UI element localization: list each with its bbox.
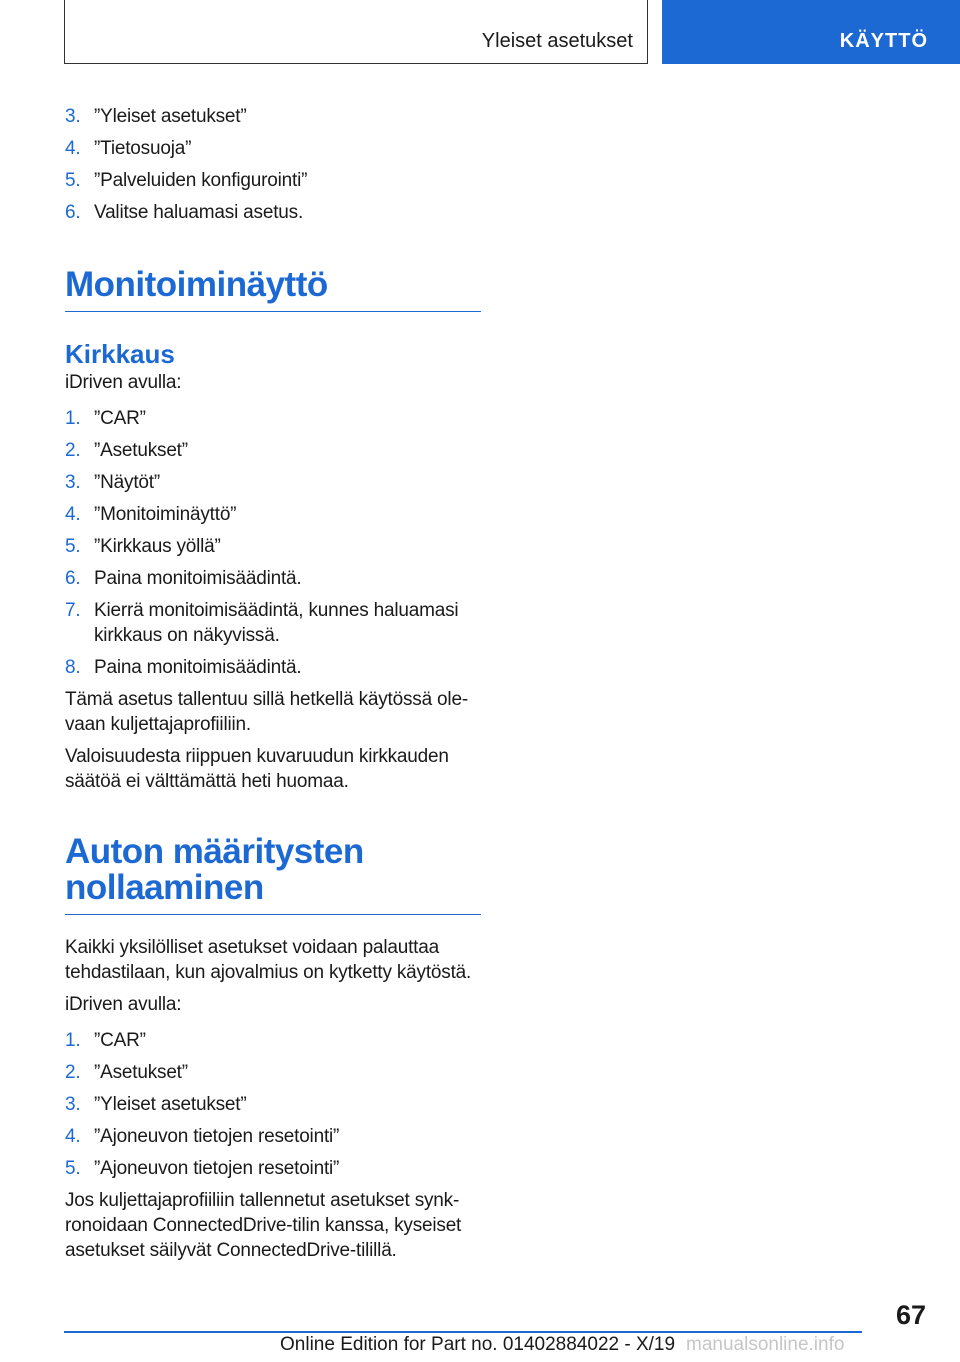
reset-steps-list — [65, 1028, 481, 1181]
list-item — [65, 406, 481, 431]
step-text: ”Palveluiden konfigurointi” — [94, 170, 308, 191]
list-item — [65, 566, 481, 591]
list-item — [65, 1060, 481, 1085]
step-number: 3. — [65, 1094, 81, 1115]
sync-note: Jos kuljettajaprofiiliin tallennetut asetukset synkronoidaan ConnectedDrive-tilin kanssa, kyseiset asetukset säilyvät ConnectedDrive-tilillä. — [65, 1190, 462, 1261]
list-item — [65, 136, 481, 161]
step-text: ”Kirkkaus yöllä” — [94, 536, 221, 557]
header-section-title: Yleiset asetukset — [481, 30, 633, 52]
list-item — [65, 104, 481, 129]
step-number: 3. — [65, 106, 81, 127]
list-item — [65, 1092, 481, 1117]
step-text: ”Näytöt” — [94, 472, 160, 493]
step-number: 8. — [65, 657, 81, 678]
brightness-steps-list — [65, 406, 481, 680]
step-number: 4. — [65, 504, 81, 525]
content-column — [65, 104, 481, 1263]
step-number: 4. — [65, 138, 81, 159]
step-number: 3. — [65, 472, 81, 493]
list-item — [65, 1028, 481, 1053]
section-heading-nollaaminen: Auton määritysten nollaaminen — [65, 834, 481, 915]
subheading-kirkkaus: Kirkkaus — [65, 339, 175, 369]
step-number: 4. — [65, 1126, 81, 1147]
step-text: ”Tietosuoja” — [94, 138, 192, 159]
step-number: 6. — [65, 568, 81, 589]
list-item — [65, 200, 481, 225]
idrive-intro: iDriven avulla: — [65, 372, 182, 393]
step-text: ”Asetukset” — [94, 440, 188, 461]
list-item — [65, 655, 481, 680]
step-text: ”Ajoneuvon tietojen resetointi” — [94, 1126, 340, 1147]
step-text: ”CAR” — [94, 1030, 146, 1051]
step-number: 5. — [65, 170, 81, 191]
step-text: Paina monitoimisäädintä. — [94, 657, 302, 678]
step-number: 5. — [65, 536, 81, 557]
footer-edition: Online Edition for Part no. 01402884022 - X/19 — [280, 1334, 676, 1355]
profile-note: Tämä asetus tallentuu sillä hetkellä käytössä olevaan kuljettajaprofiiliin. — [65, 689, 469, 735]
page-number: 67 — [895, 1300, 926, 1330]
list-item — [65, 1156, 481, 1181]
step-text: Valitse haluamasi asetus. — [94, 202, 304, 223]
step-text: ”CAR” — [94, 408, 146, 429]
list-item — [65, 534, 481, 559]
step-number: 1. — [65, 408, 81, 429]
step-number: 7. — [65, 600, 81, 621]
step-text: ”Yleiset asetukset” — [94, 1094, 247, 1115]
step-text: Kierrä monitoimisäädintä, kunnes haluamasi kirkkaus on näkyvissä. — [94, 600, 459, 646]
step-text: Paina monitoimisäädintä. — [94, 568, 302, 589]
list-item — [65, 438, 481, 463]
step-text: ”Monitoiminäyttö” — [94, 504, 237, 525]
step-number: 6. — [65, 202, 81, 223]
header-section-box — [64, 0, 648, 64]
idrive-intro-2: iDriven avulla: — [65, 994, 182, 1015]
section-heading-monitoiminaytto: Monitoiminäyttö — [65, 267, 481, 312]
step-number: 1. — [65, 1030, 81, 1051]
list-item — [65, 598, 481, 648]
header-chapter-label: KÄYTTÖ — [839, 30, 928, 52]
step-number: 2. — [65, 1062, 81, 1083]
reset-intro: Kaikki yksilölliset asetukset voidaan palauttaa tehdastilaan, kun ajovalmius on kytketty käytöstä. — [65, 937, 472, 983]
list-item — [65, 470, 481, 495]
intro-steps-list — [65, 104, 481, 225]
footer-divider — [64, 1331, 862, 1333]
header-chapter-tab — [662, 0, 960, 64]
step-number: 2. — [65, 440, 81, 461]
step-text: ”Ajoneuvon tietojen resetointi” — [94, 1158, 340, 1179]
step-text: ”Asetukset” — [94, 1062, 188, 1083]
brightness-note: Valoisuudesta riippuen kuvaruudun kirkkauden säätöä ei välttämättä heti huomaa. — [65, 746, 449, 792]
list-item — [65, 168, 481, 193]
watermark: manualsonline.info — [686, 1334, 845, 1355]
list-item — [65, 502, 481, 527]
list-item — [65, 1124, 481, 1149]
step-number: 5. — [65, 1158, 81, 1179]
step-text: ”Yleiset asetukset” — [94, 106, 247, 127]
